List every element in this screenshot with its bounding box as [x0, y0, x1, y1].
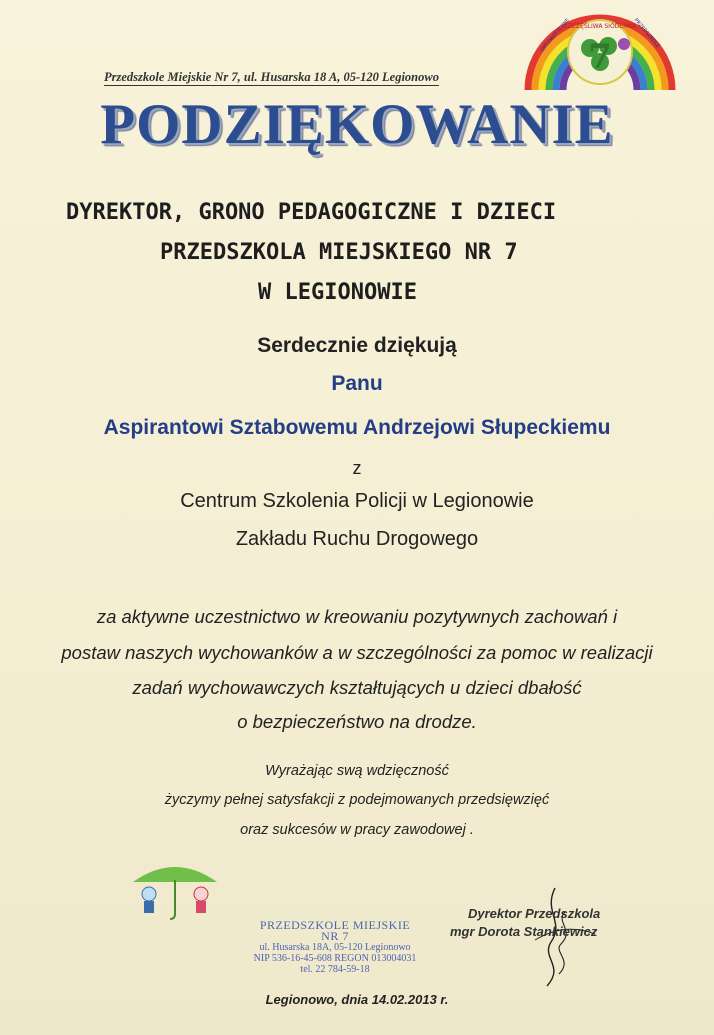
director-name: mgr Dorota Stankiewicz — [450, 924, 598, 939]
recipient-name: Aspirantowi Sztabowemu Andrzejowi Słupeckiemu — [103, 416, 611, 439]
organization-line-2: Zakładu Ruchu Drogowego — [235, 528, 479, 550]
issuer-line-1: DYREKTOR, GRONO PEDAGOGICZNE I DZIECI — [66, 200, 557, 225]
stamp-line-4: tel. 22 784-59-18 — [300, 964, 370, 975]
salutation: Panu — [331, 372, 383, 395]
from-word: z — [352, 458, 362, 478]
director-role: Dyrektor Przedszkola — [468, 906, 601, 921]
place-date: Legionowo, dnia 14.02.2013 r. — [265, 992, 449, 1007]
body-line-3: zadań wychowawczych kształtujących u dzieci dbałość — [132, 677, 582, 698]
wishes-line-2: życzymy pełnej satysfakcji z podejmowanych przedsięwzięć — [164, 792, 550, 808]
stamp-line-3: NIP 536-16-45-608 REGON 013004031 — [253, 953, 417, 964]
institution-stamp — [250, 920, 420, 975]
stamp-line-1: PRZEDSZKOLE MIEJSKIE NR 7 — [259, 918, 411, 943]
logo-left-text: OPTYMISTYCZNE — [539, 17, 571, 54]
wishes-line-1: Wyrażając swą wdzięczność — [265, 763, 449, 779]
issuer-line-2: PRZEDSZKOLA MIEJSKIEGO NR 7 — [160, 240, 518, 265]
body-line-2: postaw naszych wychowanków a w szczególności za pomoc w realizacji — [61, 642, 653, 663]
body-line-4: o bezpieczeństwo na drodze. — [237, 711, 477, 732]
thanks-heading: Serdecznie dziękują — [257, 334, 457, 357]
logo-number: 7 — [588, 37, 612, 77]
issuer-line-3: W LEGIONOWIE — [258, 280, 417, 305]
logo-top-text: SZCZĘŚLIWA SIÓDEMKA — [563, 23, 637, 30]
rainbow-clover-logo-icon — [520, 8, 680, 90]
director-block — [450, 905, 600, 941]
organization-line-1: Centrum Szkolenia Policji w Legionowie — [180, 490, 534, 512]
page-title: PODZIĘKOWANIE — [100, 93, 614, 156]
children-umbrella-icon — [125, 856, 225, 920]
stamp-line-2: ul. Husarska 18A, 05-120 Legionowo — [259, 942, 411, 953]
body-line-1: za aktywne uczestnictwo w kreowaniu pozytywnych zachowań i — [96, 606, 618, 627]
logo-right-text: PRZEDSZKOLE — [632, 17, 661, 50]
wishes-line-3: oraz sukcesów w pracy zawodowej . — [240, 822, 474, 838]
header-address: Przedszkole Miejskie Nr 7, ul. Husarska 18 A, 05-120 Legionowo — [104, 70, 439, 84]
